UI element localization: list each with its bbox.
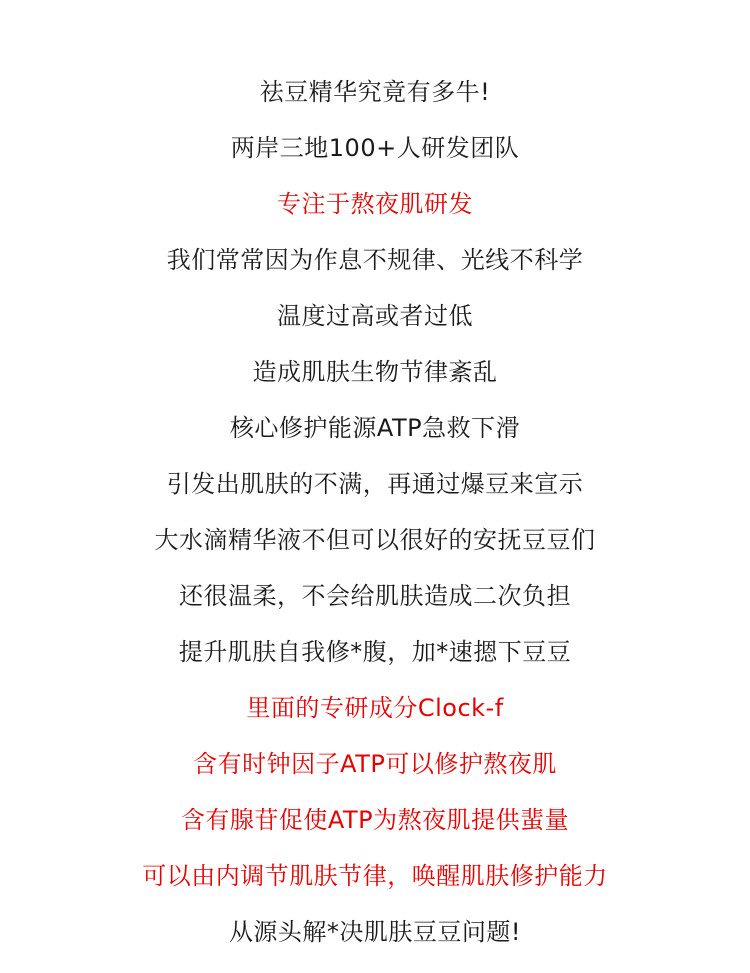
text-line-9: 大水滴精华液不但可以很好的安抚豆豆们	[154, 526, 596, 554]
text-line-4: 我们常常因为作息不规律、光线不科学	[166, 246, 584, 274]
text-line-8: 引发出肌肤的不满，再通过爆豆来宣示	[166, 470, 584, 498]
highlight-line-14: 含有腺苷促使ATP为熬夜肌提供蜚量	[180, 806, 570, 834]
text-line-16: 从源头解*决肌肤豆豆问题!	[228, 918, 522, 946]
highlight-line-3: 专注于熬夜肌研发	[277, 190, 473, 218]
text-column	[0, 64, 750, 960]
highlight-line-15: 可以由内调节肌肤节律，唤醒肌肤修护能力	[142, 862, 608, 890]
text-line-6: 造成肌肤生物节律紊乱	[252, 358, 498, 386]
text-line-11: 提升肌肤自我修*腹，加*速摁下豆豆	[178, 638, 572, 666]
text-line-7: 核心修护能源ATP急救下滑	[229, 414, 521, 442]
text-line-2: 两岸三地100+人研发团队	[230, 134, 520, 162]
text-line-5: 温度过高或者过低	[277, 302, 473, 330]
highlight-line-12: 里面的专研成分Clock-f	[246, 694, 504, 722]
text-line-10: 还很温柔，不会给肌肤造成二次负担	[179, 582, 571, 610]
text-line-1: 祛豆精华究竟有多牛!	[259, 78, 491, 106]
highlight-line-13: 含有时钟因子ATP可以修护熬夜肌	[193, 750, 557, 778]
